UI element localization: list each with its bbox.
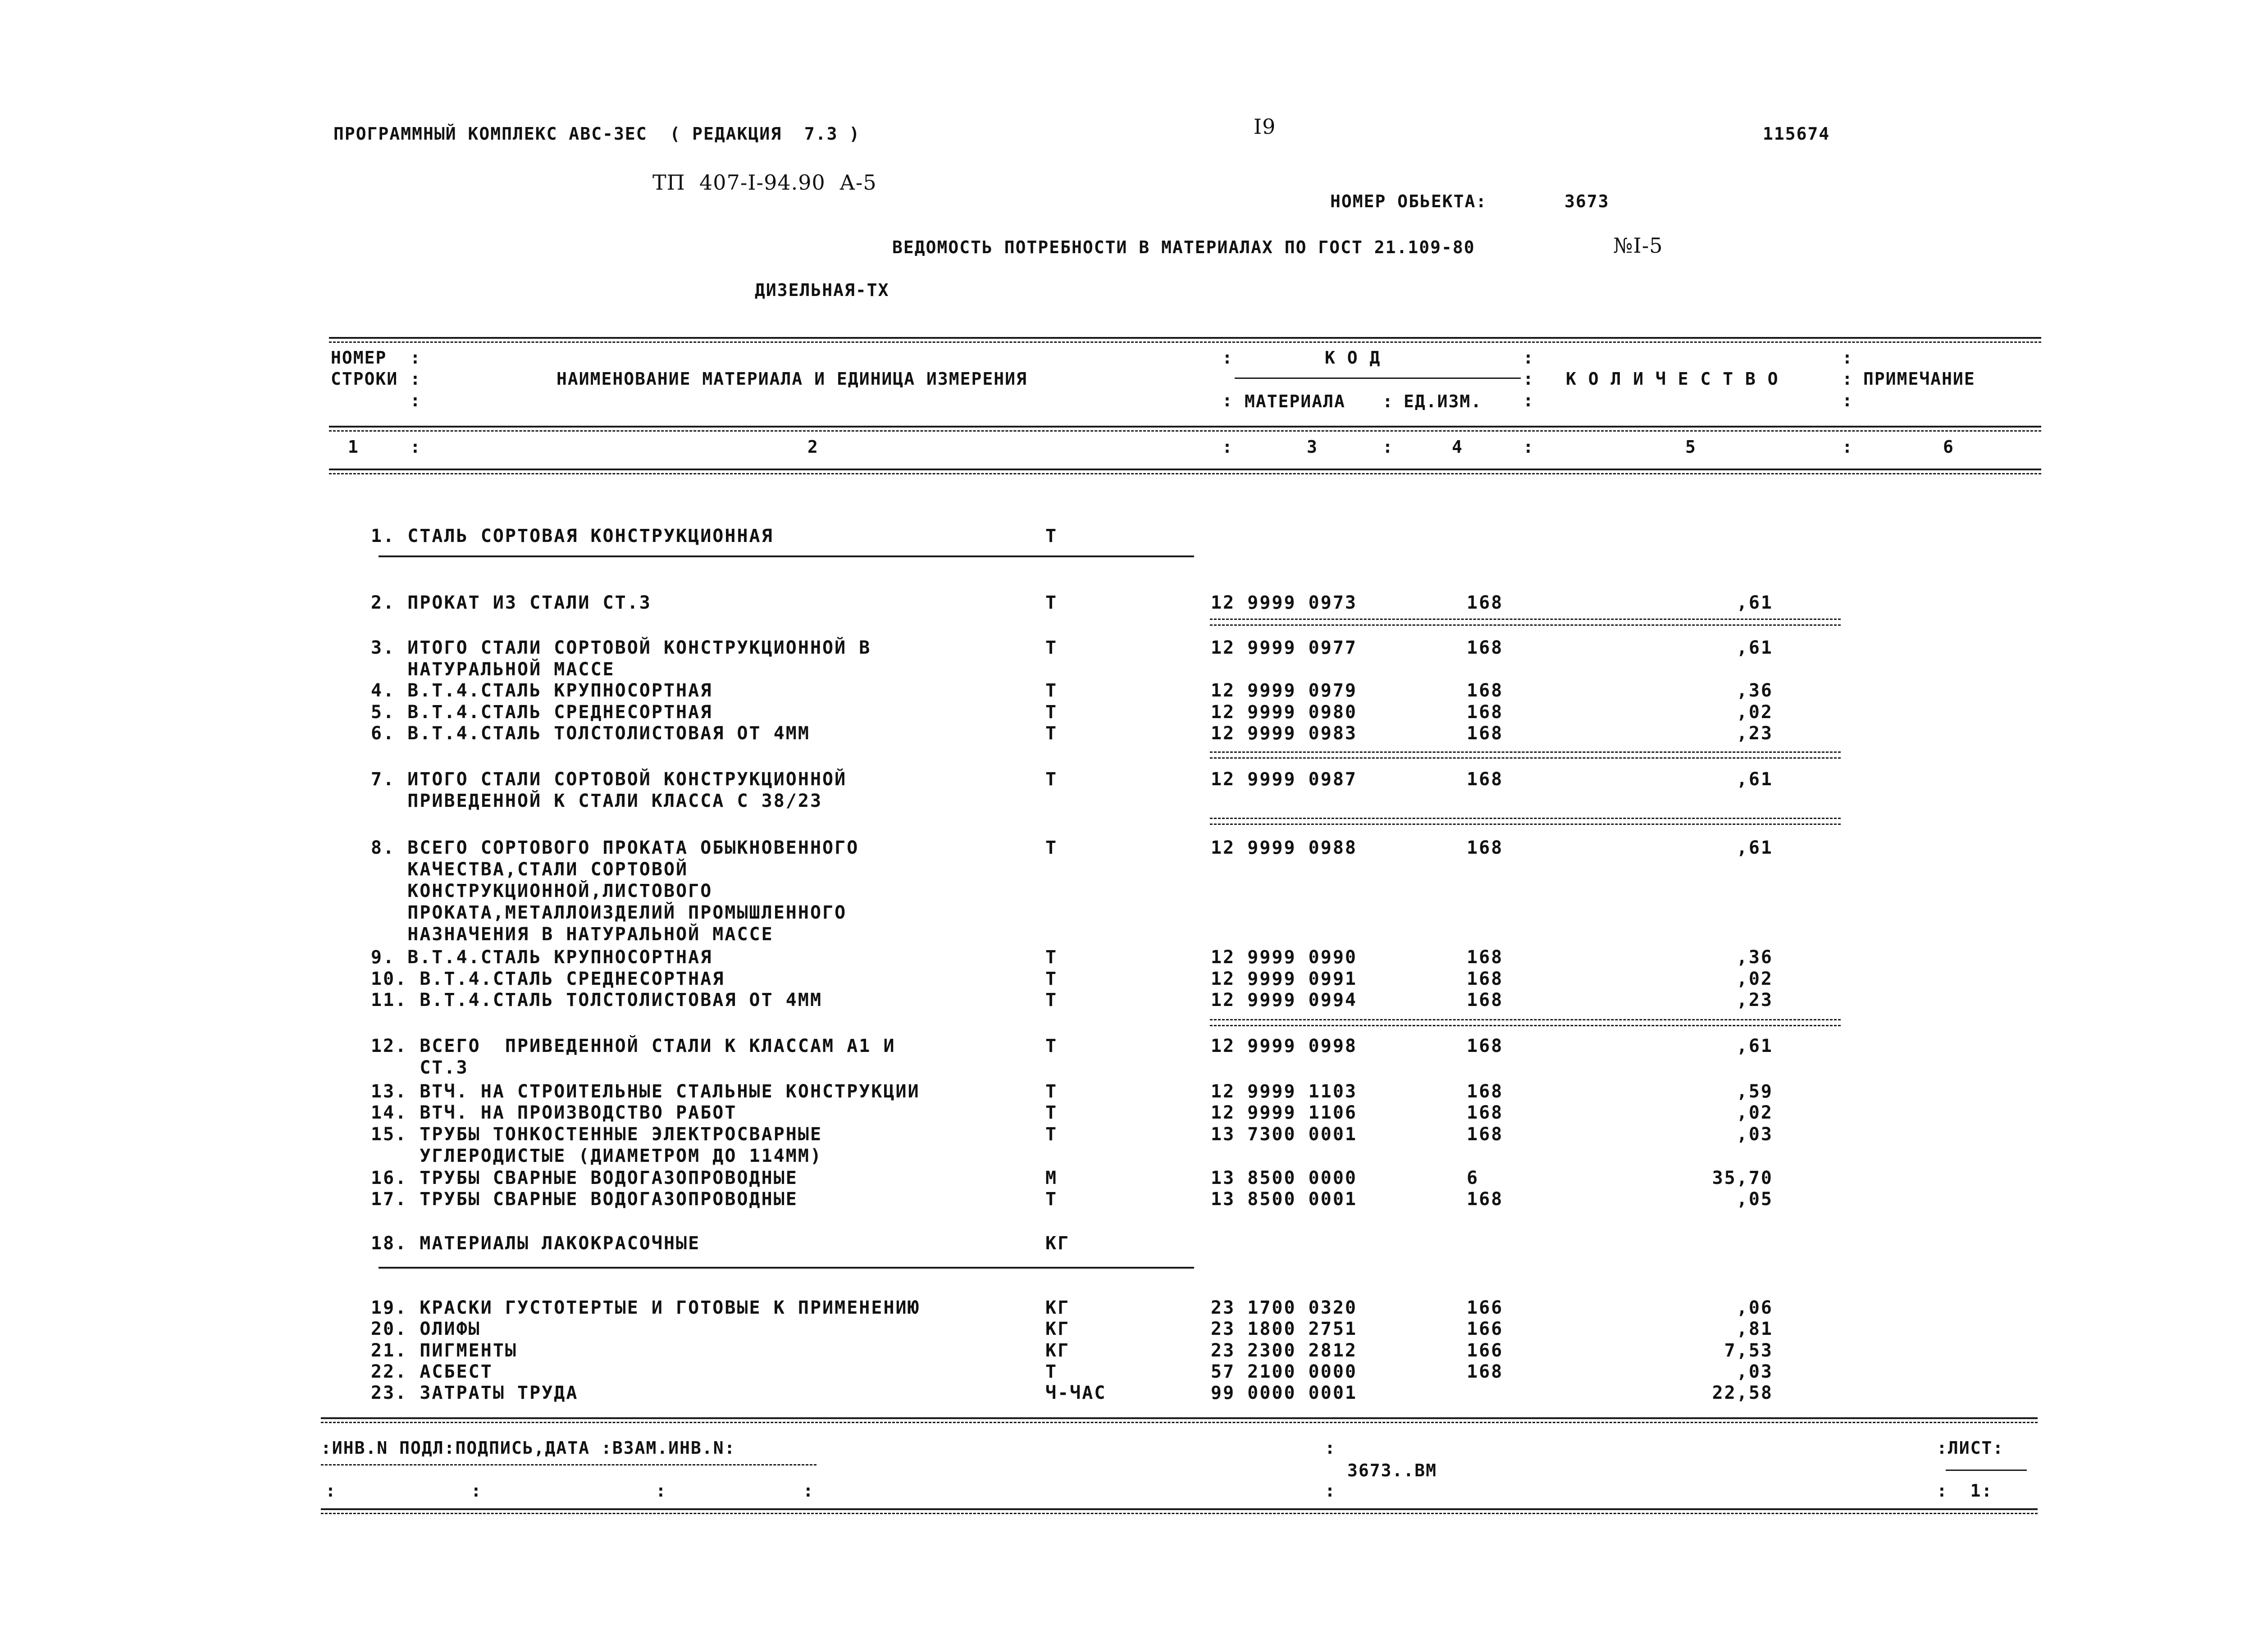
quantity-value: ,06: [1736, 1297, 1773, 1318]
unit-code: 168: [1467, 1189, 1504, 1210]
column-header-name: НАИМЕНОВАНИЕ МАТЕРИАЛА И ЕДИНИЦА ИЗМЕРЕНИЯ: [556, 369, 1027, 389]
unit-code: 166: [1467, 1340, 1504, 1361]
material-name: 2. ПРОКАТ ИЗ СТАЛИ СТ.3: [371, 592, 652, 613]
group-rule: [379, 555, 1194, 557]
material-name: 16. ТРУБЫ СВАРНЫЕ ВОДОГАЗОПРОВОДНЫЕ: [371, 1168, 798, 1188]
column-number: 1: [348, 437, 359, 457]
unit-name: М: [1045, 1168, 1058, 1188]
material-code: 12 9999 0987: [1211, 769, 1357, 790]
group-rule: [379, 1267, 1194, 1269]
sheet-rule: [1946, 1470, 2027, 1471]
unit-name: Т: [1045, 1124, 1058, 1145]
column-header-sep: :: [1325, 1481, 1336, 1501]
column-header-sep: :: [1222, 348, 1233, 368]
unit-name: Т: [1045, 702, 1058, 723]
footer-top-rule-dashed: [321, 1422, 2038, 1423]
material-name: 12. ВСЕГО ПРИВЕДЕННОЙ СТАЛИ К КЛАССАМ А1 И: [371, 1036, 896, 1056]
material-code: 12 9999 0988: [1211, 837, 1357, 858]
column-header-sep: :: [1222, 437, 1233, 457]
quantity-value: ,81: [1736, 1319, 1773, 1339]
material-code: 12 9999 0991: [1211, 969, 1357, 989]
material-name: 11. В.Т.4.СТАЛЬ ТОЛСТОЛИСТОВАЯ ОТ 4ММ: [371, 990, 823, 1010]
quantity-value: ,36: [1736, 680, 1773, 701]
tp-code: ТП 407-I-94.90 А-5: [652, 170, 877, 195]
column-header-code-unit: ЕД.ИЗМ.: [1404, 391, 1482, 411]
column-header-sep: :: [1523, 437, 1534, 457]
material-code: 12 9999 0983: [1211, 723, 1357, 744]
column-header-quantity: К О Л И Ч Е С Т В О: [1566, 369, 1779, 389]
material-name: НАЗНАЧЕНИЯ В НАТУРАЛЬНОЙ МАССЕ: [371, 924, 774, 945]
object-number-label: НОМЕР ОБЬЕКТА:: [1330, 191, 1487, 211]
sheet-label: :ЛИСТ:: [1937, 1438, 2004, 1458]
material-name: 13. ВТЧ. НА СТРОИТЕЛЬНЫЕ СТАЛЬНЫЕ КОНСТРУКЦИИ: [371, 1081, 920, 1102]
column-number: 5: [1685, 437, 1697, 457]
unit-code: 168: [1467, 837, 1504, 858]
column-header-sep: :: [1382, 437, 1394, 457]
column-header-sep: :: [1523, 348, 1534, 368]
quantity-value: ,61: [1736, 769, 1773, 790]
stamp-colon: :: [325, 1481, 337, 1501]
column-header-row-number: НОМЕР: [331, 348, 387, 368]
total-rule: [1210, 1019, 1841, 1026]
material-name: КАЧЕСТВА,СТАЛИ СОРТОВОЙ: [371, 859, 689, 880]
column-header-sep: :: [410, 348, 421, 368]
unit-code: 168: [1467, 1124, 1504, 1145]
quantity-value: ,02: [1736, 1102, 1773, 1123]
column-header-note: ПРИМЕЧАНИЕ: [1863, 369, 1975, 389]
table-header-rule-dashed: [329, 430, 2041, 432]
unit-code: 168: [1467, 969, 1504, 989]
quantity-value: ,59: [1736, 1081, 1773, 1102]
column-header-sep: :: [1842, 437, 1853, 457]
total-rule: [1210, 619, 1841, 626]
code-subheader-rule: [1235, 378, 1521, 379]
material-name: 20. ОЛИФЫ: [371, 1319, 481, 1339]
column-number: 2: [807, 437, 819, 457]
column-number: 4: [1452, 437, 1463, 457]
material-name: 5. В.Т.4.СТАЛЬ СРЕДНЕСОРТНАЯ: [371, 702, 713, 723]
quantity-value: 35,70: [1712, 1168, 1773, 1188]
material-code: 12 9999 0979: [1211, 680, 1357, 701]
unit-name: Т: [1045, 637, 1058, 658]
material-name: КОНСТРУКЦИОННОЙ,ЛИСТОВОГО: [371, 881, 713, 901]
stamp-fields: :ИНВ.N ПОДЛ:ПОДПИСЬ,ДАТА :ВЗАМ.ИНВ.N:: [321, 1438, 736, 1458]
unit-name: Т: [1045, 947, 1058, 968]
unit-code: 166: [1467, 1297, 1504, 1318]
material-code: 12 9999 0990: [1211, 947, 1357, 968]
table-top-rule-dashed: [329, 341, 2041, 343]
material-name: 19. КРАСКИ ГУСТОТЕРТЫЕ И ГОТОВЫЕ К ПРИМЕНЕНИЮ: [371, 1297, 920, 1318]
unit-name: Т: [1045, 1361, 1058, 1382]
material-code: 12 9999 0977: [1211, 637, 1357, 658]
document-reference: 3673..ВМ: [1347, 1461, 1437, 1480]
sheet-number: : 1:: [1937, 1481, 1993, 1501]
unit-code: 168: [1467, 637, 1504, 658]
unit-name: Т: [1045, 1189, 1058, 1210]
quantity-value: ,36: [1736, 947, 1773, 968]
document-subtitle: ДИЗЕЛЬНАЯ-ТХ: [755, 280, 889, 300]
material-name: УГЛЕРОДИСТЫЕ (ДИАМЕТРОМ ДО 114ММ): [371, 1146, 823, 1166]
column-header-row-number-2: СТРОКИ: [331, 369, 398, 389]
page-number: I9: [1254, 114, 1276, 139]
material-code: 12 9999 0980: [1211, 702, 1357, 723]
unit-code: 168: [1467, 1081, 1504, 1102]
unit-name: КГ: [1045, 1340, 1070, 1361]
column-number: 6: [1943, 437, 1954, 457]
unit-code: 168: [1467, 592, 1504, 613]
material-code: 12 9999 0994: [1211, 990, 1357, 1010]
unit-name: Т: [1045, 1036, 1058, 1056]
footer-top-rule: [321, 1417, 2038, 1419]
footer-bottom-rule: [321, 1508, 2038, 1510]
column-header-sep: :: [1523, 369, 1534, 389]
column-header-sep: :: [1842, 348, 1853, 368]
unit-name: Т: [1045, 769, 1058, 790]
unit-code: 168: [1467, 769, 1504, 790]
material-name: 14. ВТЧ. НА ПРОИЗВОДСТВО РАБОТ: [371, 1102, 737, 1123]
unit-name: Т: [1045, 723, 1058, 744]
material-name: 1. СТАЛЬ СОРТОВАЯ КОНСТРУКЦИОННАЯ: [371, 526, 774, 546]
unit-name: Т: [1045, 526, 1058, 546]
column-header-sep: :: [410, 369, 421, 389]
footer-bottom-rule-dashed: [321, 1513, 2038, 1514]
material-code: 12 9999 0998: [1211, 1036, 1357, 1056]
stamp-colon: :: [656, 1481, 667, 1501]
quantity-value: ,61: [1736, 592, 1773, 613]
material-name: 4. В.Т.4.СТАЛЬ КРУПНОСОРТНАЯ: [371, 680, 713, 701]
material-name: 15. ТРУБЫ ТОНКОСТЕННЫЕ ЭЛЕКТРОСВАРНЫЕ: [371, 1124, 823, 1145]
column-header-sep: :: [1842, 391, 1853, 410]
unit-name: Т: [1045, 990, 1058, 1010]
quantity-value: ,61: [1736, 1036, 1773, 1056]
program-header: ПРОГРАММНЫЙ КОМПЛЕКС АВС-3ЕС ( РЕДАКЦИЯ 7.3 ): [333, 124, 861, 144]
total-rule: [1210, 818, 1841, 825]
material-code: 23 1800 2751: [1211, 1319, 1357, 1339]
material-code: 13 8500 0001: [1211, 1189, 1357, 1210]
table-body-top-rule: [329, 469, 2041, 470]
table-header-rule: [329, 426, 2041, 428]
material-name: 6. В.Т.4.СТАЛЬ ТОЛСТОЛИСТОВАЯ ОТ 4ММ: [371, 723, 810, 744]
material-code: 12 9999 0973: [1211, 592, 1357, 613]
table-top-rule: [329, 337, 2041, 339]
material-name: 22. АСБЕСТ: [371, 1361, 493, 1382]
object-number: 3673: [1564, 191, 1610, 211]
quantity-value: ,61: [1736, 637, 1773, 658]
column-header-sep: :: [410, 437, 421, 457]
material-code: 23 2300 2812: [1211, 1340, 1357, 1361]
material-name: 23. ЗАТРАТЫ ТРУДА: [371, 1383, 579, 1403]
material-code: 12 9999 1103: [1211, 1081, 1357, 1102]
stamp-colon: :: [803, 1481, 814, 1501]
quantity-value: ,23: [1736, 723, 1773, 744]
unit-name: КГ: [1045, 1319, 1070, 1339]
quantity-value: 7,53: [1724, 1340, 1773, 1361]
unit-name: КГ: [1045, 1233, 1070, 1254]
table-body-top-rule-dashed: [329, 473, 2041, 474]
unit-name: КГ: [1045, 1297, 1070, 1318]
material-name: НАТУРАЛЬНОЙ МАССЕ: [371, 659, 615, 680]
quantity-value: ,02: [1736, 702, 1773, 723]
unit-name: Т: [1045, 969, 1058, 989]
column-header-code: К О Д: [1325, 348, 1381, 368]
unit-code: 168: [1467, 1361, 1504, 1382]
material-name: 18. МАТЕРИАЛЫ ЛАКОКРАСОЧНЫЕ: [371, 1233, 701, 1254]
material-name: ПРОКАТА,МЕТАЛЛОИЗДЕЛИЙ ПРОМЫШЛЕННОГО: [371, 902, 847, 923]
column-header-sep: :: [1222, 391, 1233, 410]
material-code: 57 2100 0000: [1211, 1361, 1357, 1382]
unit-name: Т: [1045, 1102, 1058, 1123]
column-header-sep: :: [1382, 391, 1394, 411]
document-title: ВЕДОМОСТЬ ПОТРЕБНОСТИ В МАТЕРИАЛАХ ПО ГОСТ 21.109-80: [892, 237, 1475, 257]
stamp-colon: :: [471, 1481, 482, 1501]
material-code: 13 8500 0000: [1211, 1168, 1357, 1188]
material-name: ПРИВЕДЕННОЙ К СТАЛИ КЛАССА С 38/23: [371, 791, 823, 811]
material-name: 10. В.Т.4.СТАЛЬ СРЕДНЕСОРТНАЯ: [371, 969, 725, 989]
quantity-value: ,61: [1736, 837, 1773, 858]
unit-code: 6: [1467, 1168, 1479, 1188]
material-name: 17. ТРУБЫ СВАРНЫЕ ВОДОГАЗОПРОВОДНЫЕ: [371, 1189, 798, 1210]
column-header-code-material: МАТЕРИАЛА: [1245, 391, 1345, 411]
document-title-mark: №I-5: [1613, 233, 1663, 258]
material-name: 7. ИТОГО СТАЛИ СОРТОВОЙ КОНСТРУКЦИОННОЙ: [371, 769, 847, 790]
material-code: 12 9999 1106: [1211, 1102, 1357, 1123]
quantity-value: 22,58: [1712, 1383, 1773, 1403]
material-name: 8. ВСЕГО СОРТОВОГО ПРОКАТА ОБЫКНОВЕННОГО: [371, 837, 859, 858]
column-header-sep: :: [1325, 1438, 1336, 1458]
quantity-value: ,03: [1736, 1361, 1773, 1382]
column-header-sep: :: [1842, 369, 1853, 389]
unit-name: Т: [1045, 592, 1058, 613]
unit-code: 166: [1467, 1319, 1504, 1339]
unit-code: 168: [1467, 947, 1504, 968]
unit-code: 168: [1467, 680, 1504, 701]
stamp-fields-rule: [321, 1464, 816, 1465]
material-name: 3. ИТОГО СТАЛИ СОРТОВОЙ КОНСТРУКЦИОННОЙ В: [371, 637, 871, 658]
unit-name: Ч-ЧАС: [1045, 1383, 1107, 1403]
column-number: 3: [1307, 437, 1318, 457]
unit-code: 168: [1467, 1102, 1504, 1123]
quantity-value: ,03: [1736, 1124, 1773, 1145]
material-name: 9. В.Т.4.СТАЛЬ КРУПНОСОРТНАЯ: [371, 947, 713, 968]
total-rule: [1210, 751, 1841, 759]
column-header-sep: :: [410, 391, 421, 410]
material-name: СТ.3: [371, 1057, 469, 1078]
column-header-sep: :: [1523, 391, 1534, 410]
material-code: 13 7300 0001: [1211, 1124, 1357, 1145]
quantity-value: ,05: [1736, 1189, 1773, 1210]
unit-name: Т: [1045, 680, 1058, 701]
unit-code: 168: [1467, 702, 1504, 723]
unit-name: Т: [1045, 1081, 1058, 1102]
material-code: 99 0000 0001: [1211, 1383, 1357, 1403]
document-code: 115674: [1763, 124, 1830, 144]
unit-code: 168: [1467, 1036, 1504, 1056]
quantity-value: ,23: [1736, 990, 1773, 1010]
material-name: 21. ПИГМЕНТЫ: [371, 1340, 517, 1361]
unit-code: 168: [1467, 723, 1504, 744]
material-code: 23 1700 0320: [1211, 1297, 1357, 1318]
quantity-value: ,02: [1736, 969, 1773, 989]
unit-name: Т: [1045, 837, 1058, 858]
unit-code: 168: [1467, 990, 1504, 1010]
